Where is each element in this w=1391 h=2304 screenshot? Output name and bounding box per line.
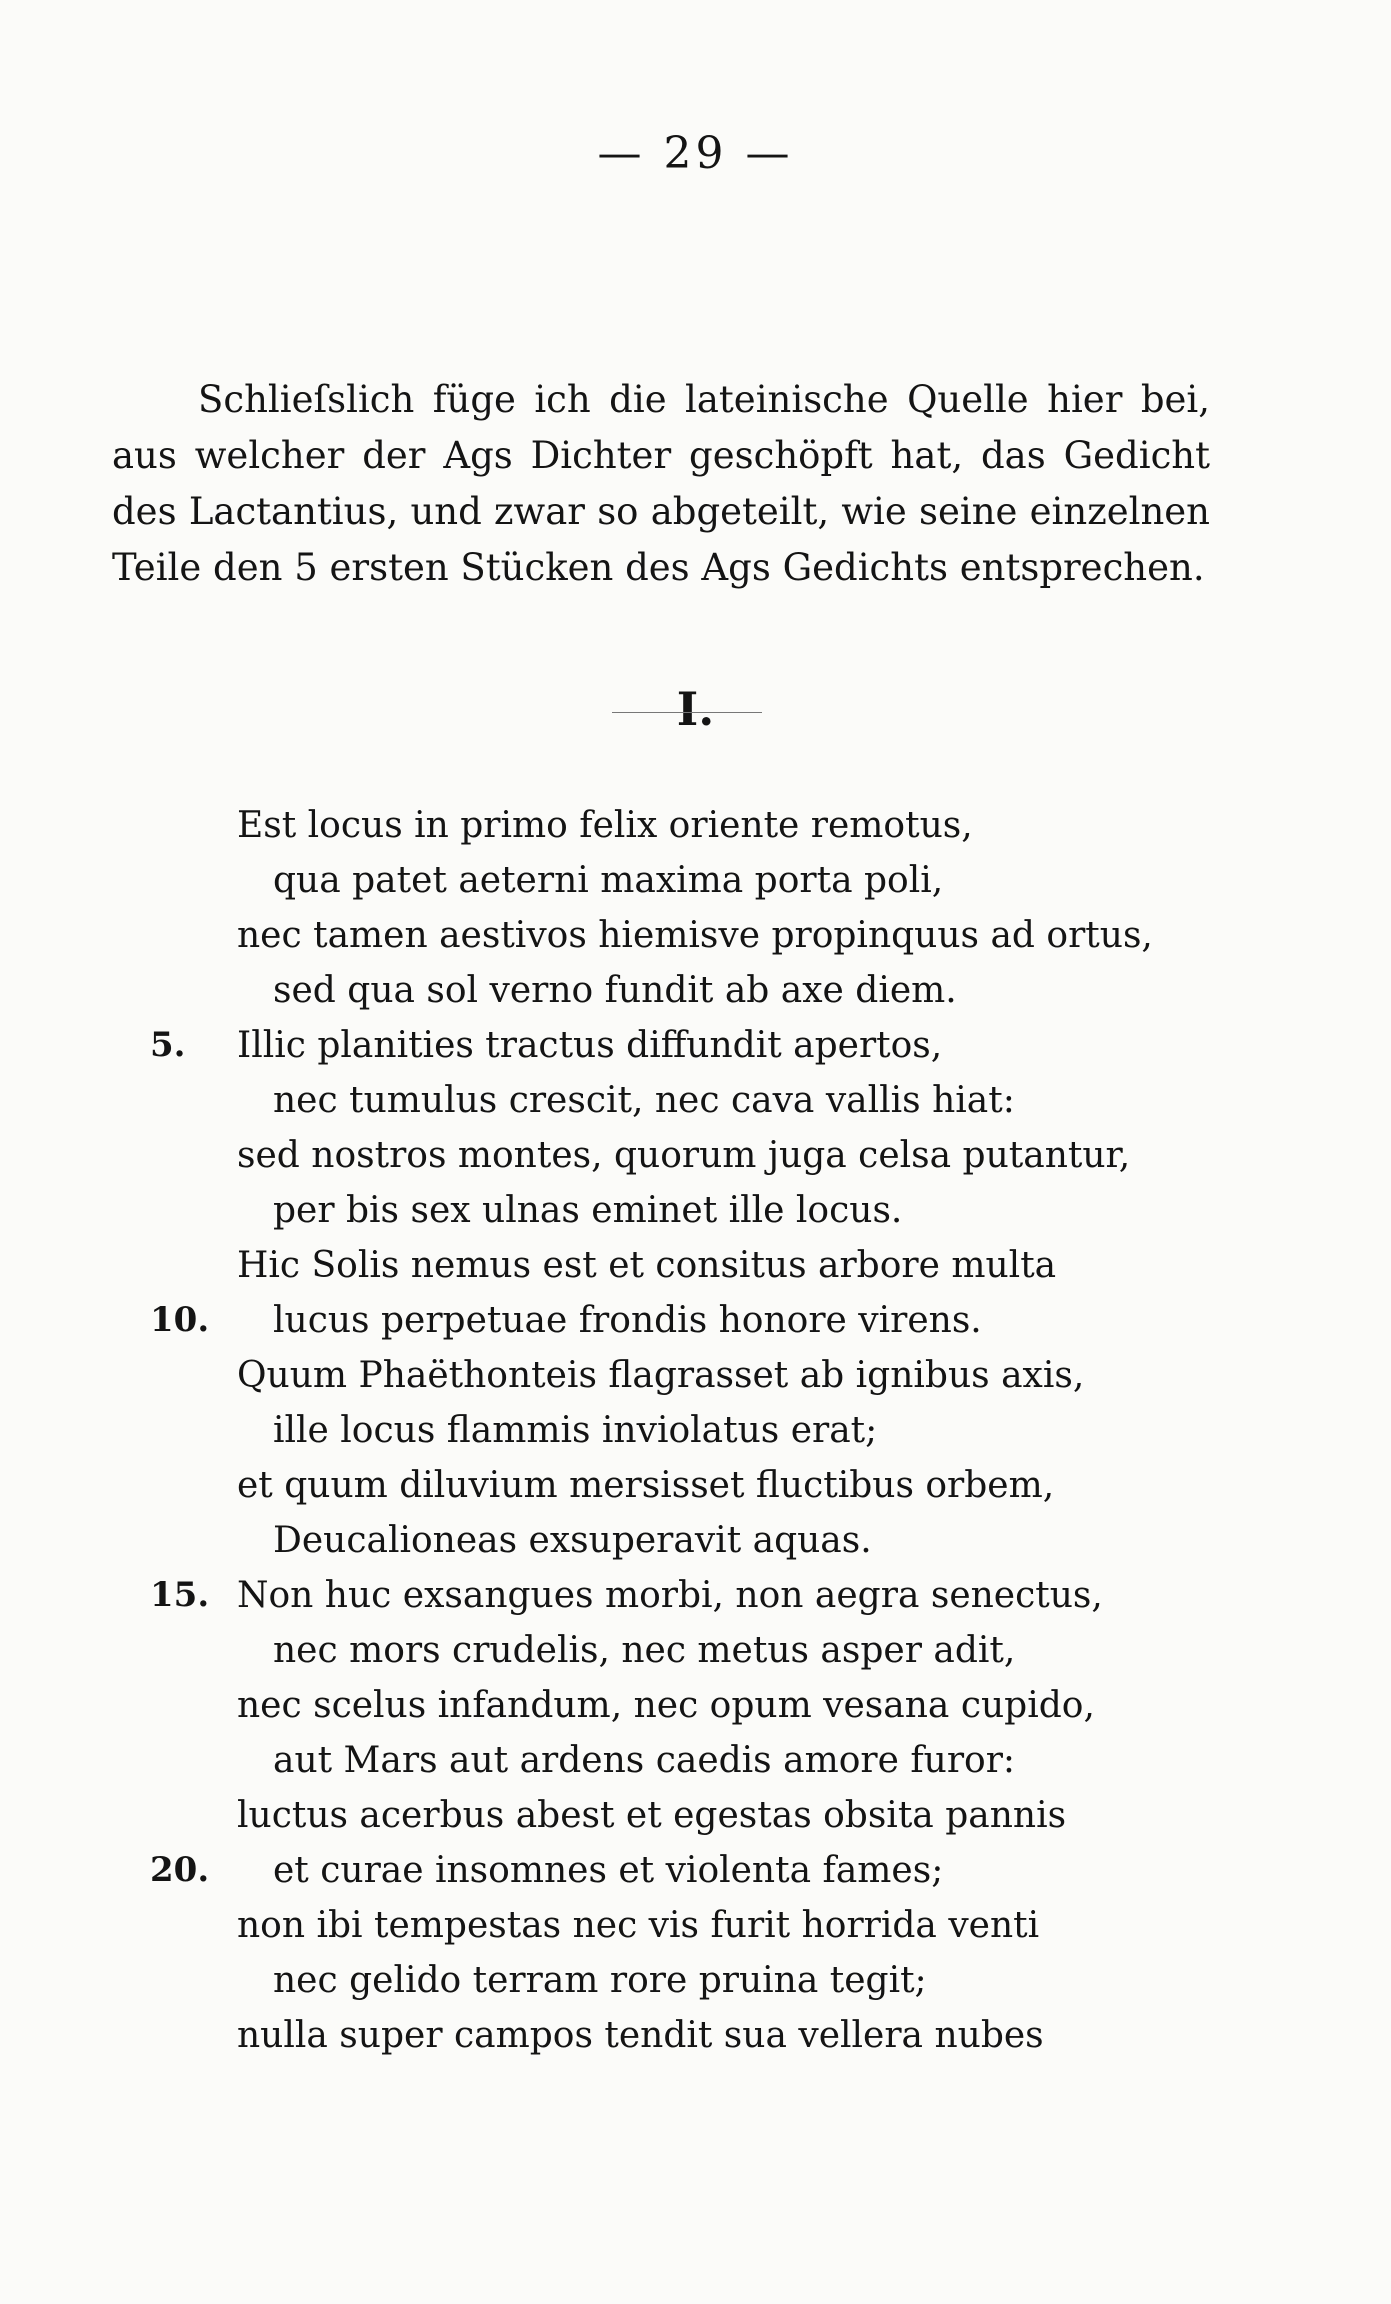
poem-line — [0, 798, 1391, 853]
verse-text: aut Mars aut ardens caedis amore furor: — [273, 1740, 1016, 1781]
poem-line — [0, 1678, 1391, 1733]
poem-line — [0, 1183, 1391, 1238]
intro-line: Schlieſslich füge ich die lateinische Quelle hier bei, — [198, 378, 1210, 421]
poem-line — [0, 1348, 1391, 1403]
poem-line — [0, 1513, 1391, 1568]
verse-text: nec mors crudelis, nec metus asper adit, — [273, 1630, 1016, 1671]
verse-text: ille locus flammis inviolatus erat; — [273, 1410, 878, 1451]
verse-text: nec tamen aestivos hiemisve propinquus ad ortus, — [237, 915, 1153, 956]
poem-line — [0, 908, 1391, 963]
verse-text: luctus acerbus abest et egestas obsita pannis — [237, 1795, 1067, 1836]
section-divider — [612, 712, 762, 713]
poem-line — [0, 1238, 1391, 1293]
poem-line — [0, 1898, 1391, 1953]
verse-text: qua patet aeterni maxima porta poli, — [273, 860, 944, 901]
verse-text: et quum diluvium mersisset fluctibus orbem, — [237, 1465, 1055, 1506]
verse-text: et curae insomnes et violenta fames; — [273, 1850, 944, 1891]
poem-line — [0, 1953, 1391, 2008]
page-number: — 29 — — [597, 128, 794, 179]
intro-line: des Lactantius, und zwar so abgeteilt, wie seine einzelnen — [112, 490, 1210, 533]
poem-line — [0, 1403, 1391, 1458]
poem-line — [0, 963, 1391, 1018]
poem-line — [0, 1073, 1391, 1128]
section-heading: I. — [676, 682, 715, 736]
intro-line: Teile den 5 ersten Stücken des Ags Gedichts entsprechen. — [112, 546, 1205, 589]
poem-line — [0, 1458, 1391, 1513]
line-number: 15. — [150, 1575, 210, 1615]
poem-line — [0, 853, 1391, 908]
verse-text: nulla super campos tendit sua vellera nubes — [237, 2015, 1044, 2056]
verse-text: Hic Solis nemus est et consitus arbore multa — [237, 1245, 1057, 1286]
poem-line — [0, 1128, 1391, 1183]
verse-text: nec scelus infandum, nec opum vesana cupido, — [237, 1685, 1095, 1726]
verse-text: Est locus in primo felix oriente remotus, — [237, 805, 973, 846]
verse-text: non ibi tempestas nec vis furit horrida venti — [237, 1905, 1040, 1946]
intro-line: aus welcher der Ags Dichter geschöpft hat, das Gedicht — [112, 434, 1210, 477]
verse-text: Non huc exsangues morbi, non aegra senectus, — [237, 1575, 1103, 1616]
poem-line — [0, 1018, 1391, 1073]
verse-text: lucus perpetuae frondis honore virens. — [273, 1300, 982, 1341]
poem-line — [0, 1293, 1391, 1348]
verse-text: Illic planities tractus diffundit apertos, — [237, 1025, 943, 1066]
line-number: 10. — [150, 1300, 210, 1340]
poem-line — [0, 1733, 1391, 1788]
verse-text: sed nostros montes, quorum juga celsa putantur, — [237, 1135, 1131, 1176]
poem-line — [0, 1568, 1391, 1623]
poem-line — [0, 1623, 1391, 1678]
poem-line — [0, 1788, 1391, 1843]
poem-line — [0, 1843, 1391, 1898]
verse-text: nec gelido terram rore pruina tegit; — [273, 1960, 927, 2001]
poem-line — [0, 2008, 1391, 2063]
intro-paragraph — [112, 372, 1210, 596]
line-number: 20. — [150, 1850, 210, 1890]
verse-text: Deucalioneas exsuperavit aquas. — [273, 1520, 872, 1561]
verse-text: Quum Phaëthonteis flagrasset ab ignibus axis, — [237, 1355, 1085, 1396]
line-number: 5. — [150, 1025, 186, 1065]
verse-text: per bis sex ulnas eminet ille locus. — [273, 1190, 903, 1231]
latin-poem — [0, 798, 1391, 2063]
verse-text: nec tumulus crescit, nec cava vallis hiat: — [273, 1080, 1015, 1121]
verse-text: sed qua sol verno fundit ab axe diem. — [273, 970, 957, 1011]
